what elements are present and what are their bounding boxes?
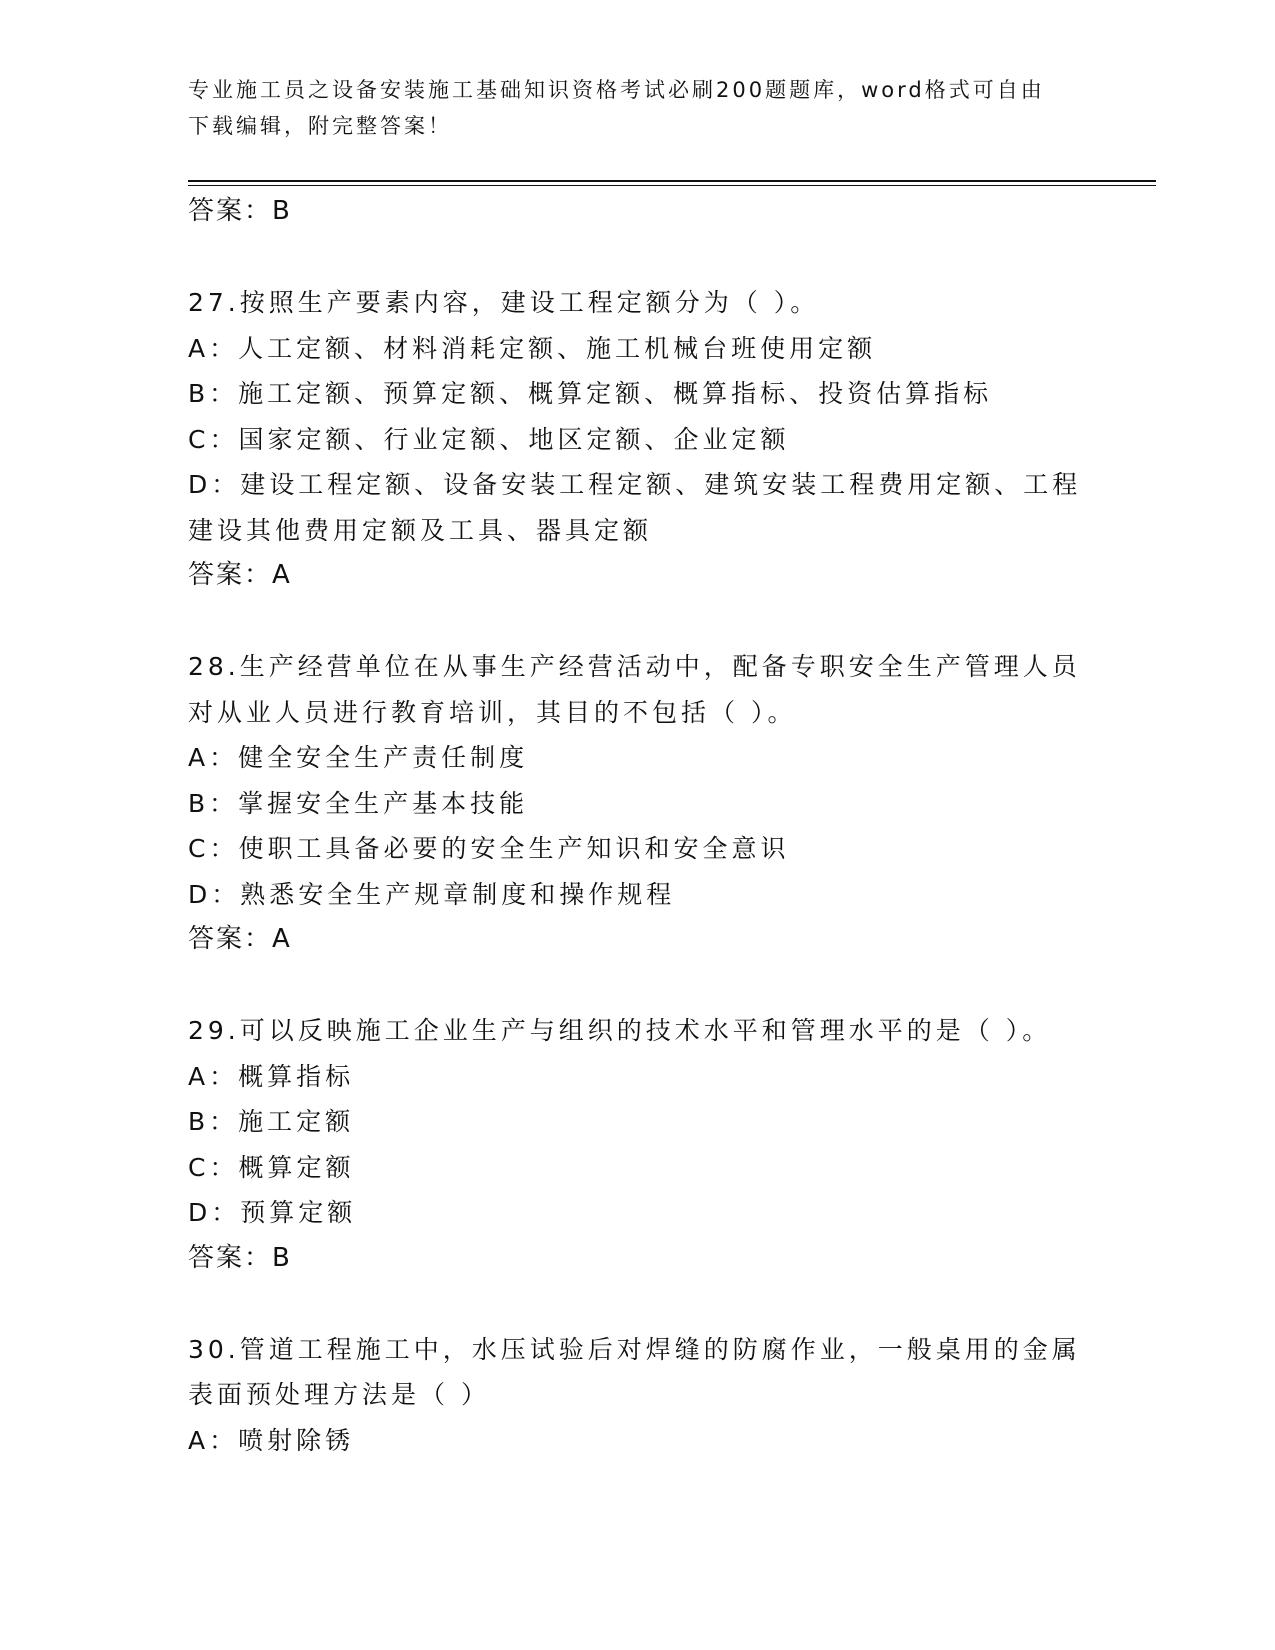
question-stem: 27.按照生产要素内容，建设工程定额分为（ ）。 [188, 288, 820, 317]
answer-27: 答案：A [188, 560, 292, 590]
option-b: B：掌握安全生产基本技能 [188, 788, 529, 818]
question-stem-continued: 表面预处理方法是（ ） [188, 1380, 490, 1409]
question-stem-continued: 对从业人员进行教育培训，其目的不包括（ ）。 [188, 697, 797, 727]
option-a: A：喷射除锈 [188, 1425, 355, 1455]
question-stem: 28.生产经营单位在从事生产经营活动中，配备专职安全生产管理人员 [188, 652, 1081, 681]
header-rule-thin [188, 185, 1156, 186]
option-c: C：使职工具备必要的安全生产知识和安全意识 [188, 834, 790, 863]
question-30 [188, 1327, 1088, 1464]
option-c: C：国家定额、行业定额、地区定额、企业定额 [188, 424, 790, 454]
question-29 [188, 1008, 1088, 1281]
question-list [188, 189, 1088, 1463]
answer-26: 答案：B [188, 196, 292, 226]
option-a: A：人工定额、材料消耗定额、施工机械台班使用定额 [188, 333, 877, 363]
question-stem: 29.可以反映施工企业生产与组织的技术水平和管理水平的是（ ）。 [188, 1016, 1052, 1045]
option-b: B：施工定额、预算定额、概算定额、概算指标、投资估算指标 [188, 379, 993, 408]
spacer [188, 235, 1088, 281]
spacer [188, 1281, 1088, 1327]
option-d: D：建设工程定额、设备安装工程定额、建筑安装工程费用定额、工程 [188, 470, 1082, 499]
spacer [188, 963, 1088, 1009]
option-c: C：概算定额 [188, 1152, 355, 1182]
option-d-continued: 建设其他费用定额及工具、器具定额 [188, 515, 653, 545]
question-28 [188, 644, 1088, 963]
header-rule-thick [188, 180, 1156, 182]
question-27 [188, 280, 1088, 599]
header-line-2: 下载编辑，附完整答案！ [188, 114, 452, 138]
header-line-1: 专业施工员之设备安装施工基础知识资格考试必刷200题题库，word格式可自由 [188, 78, 1045, 102]
option-d: D：预算定额 [188, 1198, 357, 1227]
option-a: A：概算指标 [188, 1061, 355, 1091]
option-b: B：施工定额 [188, 1107, 355, 1136]
question-stem: 30.管道工程施工中，水压试验后对焊缝的防腐作业，一般桌用的金属 [188, 1334, 1081, 1364]
answer-29: 答案：B [188, 1242, 292, 1273]
answer-28: 答案：A [188, 924, 292, 954]
option-d: D：熟悉安全生产规章制度和操作规程 [188, 879, 676, 909]
option-a: A：健全安全生产责任制度 [188, 743, 529, 772]
spacer [188, 599, 1088, 645]
page-header [188, 72, 1068, 144]
